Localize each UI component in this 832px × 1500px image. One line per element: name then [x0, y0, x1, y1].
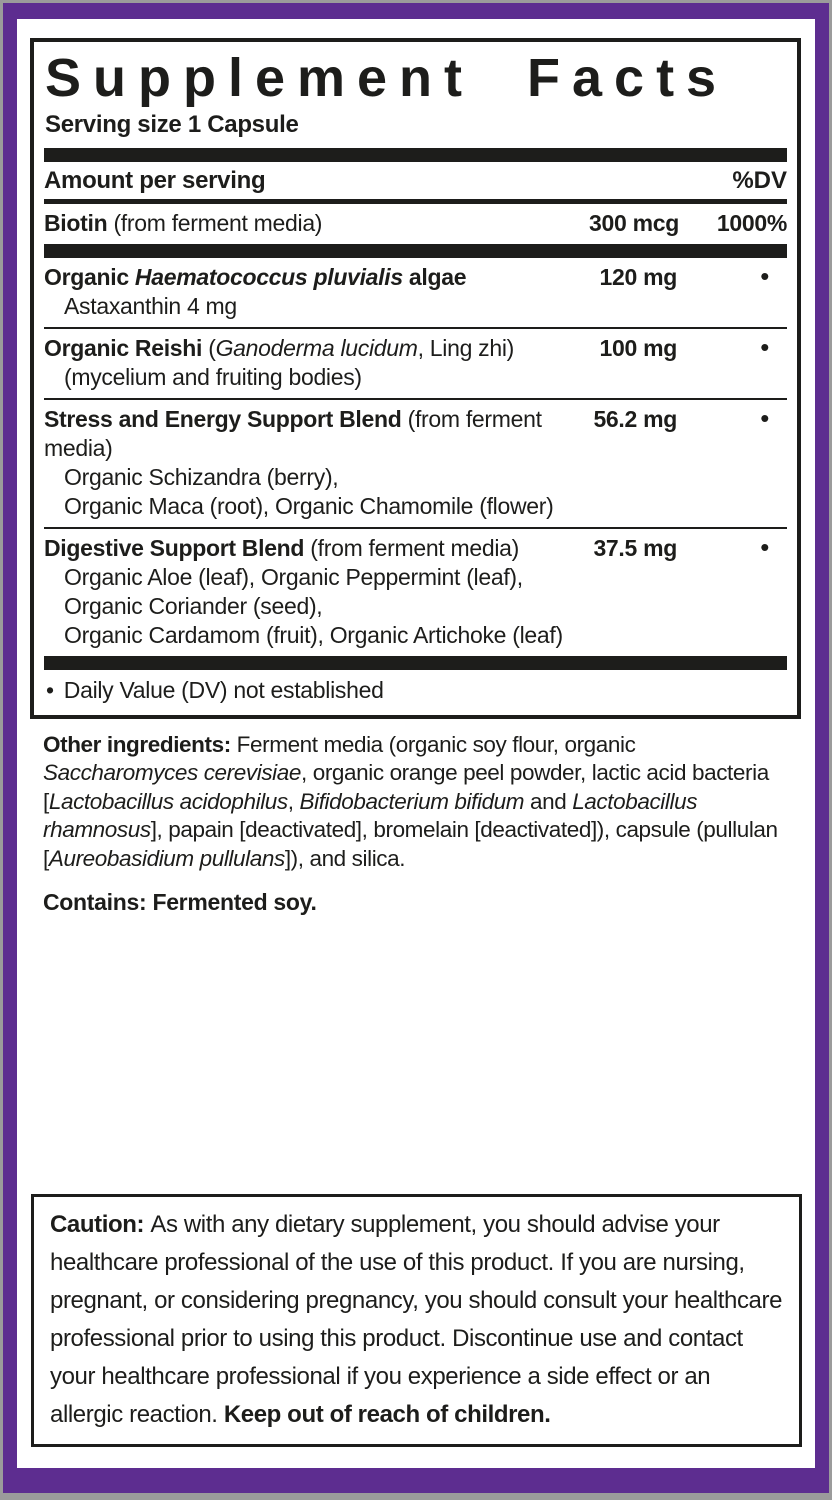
ingredient-subline: Organic Cardamom (fruit), Organic Artichoke (leaf): [64, 621, 563, 648]
footnote-bullet: •: [46, 676, 54, 703]
table-row-digestive-blend: [44, 527, 787, 656]
ingredient-amount: 100 mg: [599, 334, 677, 361]
serving-size-text: Serving size 1 Capsule: [45, 110, 299, 138]
percent-dv-label: %DV: [732, 166, 787, 194]
ingredient-subline: Organic Aloe (leaf), Organic Peppermint (leaf), Organic Coriander (seed),: [64, 563, 523, 619]
other-ingredients-paragraph: Other ingredients: Ferment media (organic soy flour, organic Saccharomyces cerevisiae, organic orange peel powder, lactic acid bacteria [Lactobacillus acidophilus, Bifidobacterium bifidum and Lactobacillus rhamnosus], papain [deactivated], bromelain [deactivated]), capsule (pullulan [Aureobasidium pullulans]), and silica.: [43, 731, 778, 871]
ingredient-subline: Organic Schizandra (berry),: [64, 463, 339, 490]
table-header-row: [44, 162, 787, 204]
footnote-text: Daily Value (DV) not established: [63, 676, 384, 703]
table-row-biotin: [44, 204, 787, 244]
ingredient-name: Organic Haematococcus pluvialis algae: [44, 263, 467, 290]
label-content-area: [17, 19, 815, 1468]
table-row-haematococcus: [44, 258, 787, 327]
ingredient-dv-bullet: •: [760, 402, 769, 433]
table-row-reishi: [44, 327, 787, 398]
ingredient-amount: 37.5 mg: [593, 534, 677, 561]
amount-per-serving-label: Amount per serving: [44, 166, 266, 194]
contains-statement: Contains: Fermented soy.: [43, 889, 317, 916]
panel-title: Supplement Facts: [45, 48, 729, 108]
ingredient-dv-bullet: •: [760, 531, 769, 562]
ingredient-dv-bullet: •: [760, 260, 769, 291]
supplement-facts-panel: [30, 38, 801, 719]
divider-thick-top: [44, 148, 787, 162]
ingredient-dv-bullet: •: [760, 331, 769, 362]
ingredient-subline: (mycelium and fruiting bodies): [64, 363, 362, 390]
ingredient-amount: 56.2 mg: [593, 405, 677, 432]
ingredient-name: Organic Reishi (Ganoderma lucidum, Ling zhi): [44, 334, 515, 361]
ingredient-subline: Organic Maca (root), Organic Chamomile (flower): [64, 492, 554, 519]
caution-box: Caution: As with any dietary supplement, you should advise your healthcare professional of the use of this product. If you are nursing, pregnant, or considering pregnancy, you should consult your healthcare professional prior to using this product. Discontinue use and contact your healthcare professional if you experience a side effect or an allergic reaction. Keep out of reach of children.: [31, 1194, 802, 1447]
ingredient-dv: 1000%: [716, 209, 787, 236]
ingredient-name: Stress and Energy Support Blend (from ferment media): [44, 405, 542, 461]
ingredient-amount: 120 mg: [599, 263, 677, 290]
ingredient-amount: 300 mcg: [589, 209, 679, 236]
table-row-stress-blend: [44, 398, 787, 527]
dv-footnote: [44, 670, 787, 707]
ingredient-subline: Astaxanthin 4 mg: [64, 292, 237, 319]
ingredient-name: Biotin (from ferment media): [44, 209, 323, 236]
ingredient-name: Digestive Support Blend (from ferment media): [44, 534, 519, 561]
divider-thick-bottom: [44, 656, 787, 670]
divider-thick-middle: [44, 244, 787, 258]
